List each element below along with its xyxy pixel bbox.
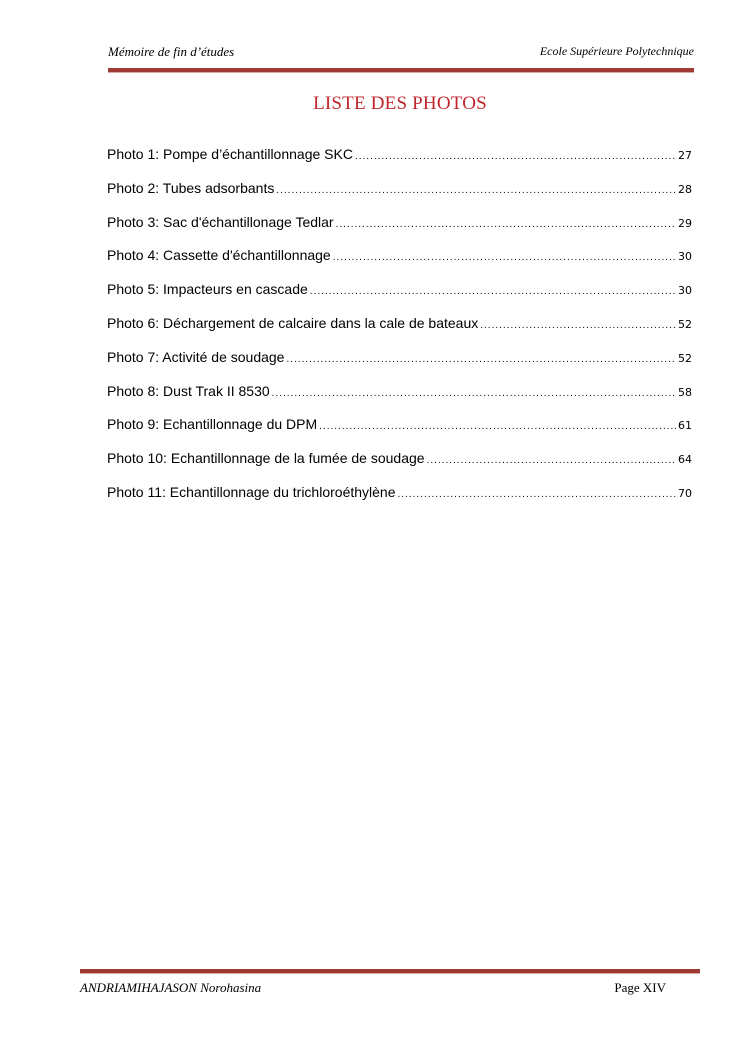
entry-page-number: 30 (678, 284, 692, 298)
dot-leader (333, 252, 676, 263)
entry-label: Photo 1: Pompe d’échantillonnage SKC (107, 146, 353, 162)
dot-leader (310, 286, 676, 297)
dot-leader (319, 421, 676, 432)
photo-list-entry[interactable] (107, 416, 692, 450)
footer-divider (80, 969, 700, 974)
entry-page-number: 29 (678, 216, 692, 230)
entry-page-number: 27 (678, 149, 692, 162)
entry-label: Photo 3: Sac d'échantillonage Tedlar (107, 213, 334, 230)
photo-list-entry[interactable] (107, 315, 692, 349)
header-divider (108, 68, 694, 73)
photo-list-entry[interactable] (107, 484, 692, 518)
photo-list-entry[interactable] (107, 349, 692, 383)
photo-list-entry[interactable] (107, 247, 692, 281)
dot-leader (427, 455, 676, 466)
photo-list-entry[interactable] (107, 214, 692, 248)
entry-page-number: 52 (678, 317, 692, 331)
entry-label: Photo 10: Echantillonnage de la fumée de soudage (107, 450, 425, 467)
dot-leader (286, 354, 676, 365)
entry-label: Photo 9: Echantillonnage du DPM (107, 416, 318, 433)
page-header (108, 44, 694, 64)
page-title: LISTE DES PHOTOS (313, 93, 487, 114)
dot-leader (398, 489, 677, 500)
entry-page-number: 28 (678, 182, 692, 196)
entry-label: Photo 8: Dust Trak II 8530 (107, 382, 270, 399)
entry-label: Photo 4: Cassette d'échantillonnage (107, 247, 331, 264)
entry-label: Photo 11: Echantillonnage du trichloroéthylène (107, 483, 396, 500)
dot-leader (480, 320, 676, 331)
header-thesis-label: Mémoire de fin d’études (108, 44, 235, 59)
dot-leader (355, 151, 676, 162)
entry-page-number: 30 (678, 250, 692, 264)
entry-label: Photo 5: Impacteurs en cascade (107, 281, 308, 298)
photo-list (107, 146, 692, 518)
photo-list-entry[interactable] (107, 281, 692, 315)
page-footer (80, 980, 666, 1000)
dot-leader (276, 185, 676, 196)
photo-list-entry[interactable] (107, 383, 692, 417)
entry-page-number: 70 (678, 486, 692, 500)
entry-page-number: 58 (678, 385, 692, 399)
photo-list-entry[interactable] (107, 180, 692, 214)
entry-label: Photo 2: Tubes adsorbants (107, 179, 275, 196)
photo-list-entry[interactable] (107, 450, 692, 484)
entry-label: Photo 6: Déchargement de calcaire dans la cale de bateaux (107, 314, 479, 331)
photo-list-entry[interactable] (107, 146, 692, 180)
footer-page-number: Page XIV (614, 980, 666, 995)
entry-page-number: 64 (678, 453, 692, 467)
dot-leader (272, 388, 676, 399)
entry-label: Photo 7: Activité de soudage (107, 348, 285, 365)
entry-page-number: 52 (678, 351, 692, 365)
entry-page-number: 61 (678, 419, 692, 433)
dot-leader (336, 219, 676, 230)
header-school-name: Ecole Supérieure Polytechnique (539, 44, 694, 58)
footer-author: ANDRIAMIHAJASON Norohasina (80, 980, 262, 995)
